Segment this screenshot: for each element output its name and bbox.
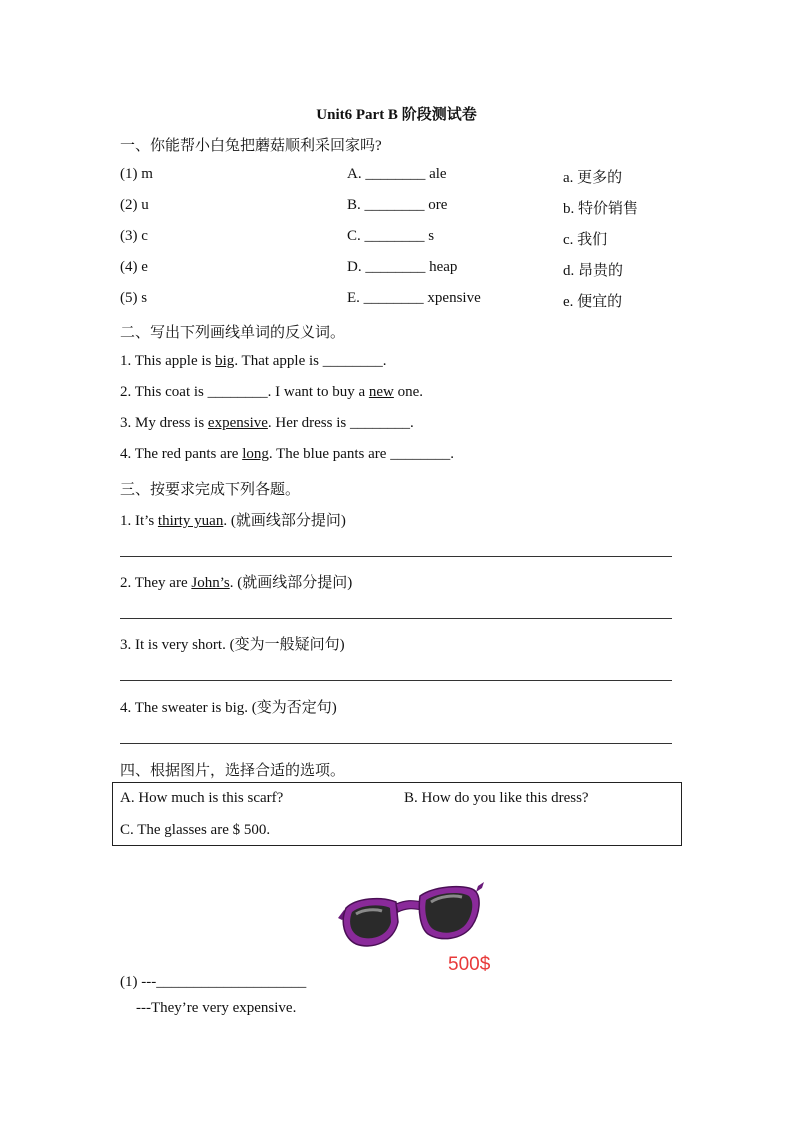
underlined-phrase: John’s xyxy=(191,575,230,591)
s1-meaning-d: d. 昂贵的 xyxy=(563,263,624,279)
s1-letter-2: (2) u xyxy=(120,197,149,213)
s3-question-2: 2. They are John’s. (就画线部分提问) xyxy=(120,575,353,591)
underlined-word: expensive xyxy=(207,415,268,431)
s4-question-1-reply: ---They’re very expensive. xyxy=(136,1000,297,1016)
s1-letter-3: (3) c xyxy=(120,228,148,244)
page-title: Unit6 Part B 阶段测试卷 xyxy=(316,107,477,123)
s1-word-e: E. ________ xpensive xyxy=(347,290,481,306)
underlined-word: big xyxy=(215,353,235,369)
underlined-phrase: thirty yuan xyxy=(157,513,224,529)
s1-word-c: C. ________ s xyxy=(347,228,435,244)
s1-word-a: A. ________ ale xyxy=(347,166,447,182)
option-c: C. The glasses are $ 500. xyxy=(120,822,271,838)
s2-question-1: 1. This apple is big. That apple is ________. xyxy=(120,353,387,369)
s2-question-3: 3. My dress is expensive. Her dress is ________. xyxy=(120,415,414,431)
answer-line xyxy=(120,680,672,681)
answer-line xyxy=(120,556,672,557)
s3-question-3: 3. It is very short. (变为一般疑问句) xyxy=(120,637,345,653)
s1-meaning-c: c. 我们 xyxy=(563,232,608,248)
s1-word-b: B. ________ ore xyxy=(347,197,448,213)
section2-heading: 二、写出下列画线单词的反义词。 xyxy=(120,325,346,341)
s1-meaning-b: b. 特价销售 xyxy=(563,201,639,217)
answer-line xyxy=(120,618,672,619)
s2-question-4: 4. The red pants are long. The blue pants are ________. xyxy=(120,446,454,462)
option-b: B. How do you like this dress? xyxy=(404,790,589,806)
s3-question-1: 1. It’s thirty yuan. (就画线部分提问) xyxy=(120,513,346,529)
answer-line xyxy=(120,743,672,744)
s3-question-4: 4. The sweater is big. (变为否定句) xyxy=(120,700,337,716)
option-a: A. How much is this scarf? xyxy=(120,790,284,806)
section3-heading: 三、按要求完成下列各题。 xyxy=(120,482,301,498)
sunglasses-image xyxy=(336,878,486,954)
s1-letter-4: (4) e xyxy=(120,259,148,275)
section1-heading: 一、你能帮小白兔把蘑菇顺利采回家吗? xyxy=(120,138,382,154)
section4-heading: 四、根据图片，选择合适的选项。 xyxy=(120,763,346,779)
s1-word-d: D. ________ heap xyxy=(347,259,458,275)
s1-meaning-e: e. 便宜的 xyxy=(563,294,623,310)
s1-letter-5: (5) s xyxy=(120,290,148,306)
s1-meaning-a: a. 更多的 xyxy=(563,170,623,186)
s4-question-1-prompt: (1) ---____________________ xyxy=(120,974,307,990)
price-label: 500$ xyxy=(448,954,491,975)
s1-letter-1: (1) m xyxy=(120,166,153,182)
underlined-word: long xyxy=(242,446,269,462)
s2-question-2: 2. This coat is ________. I want to buy a new one. xyxy=(120,384,424,400)
underlined-word: new xyxy=(368,384,394,400)
